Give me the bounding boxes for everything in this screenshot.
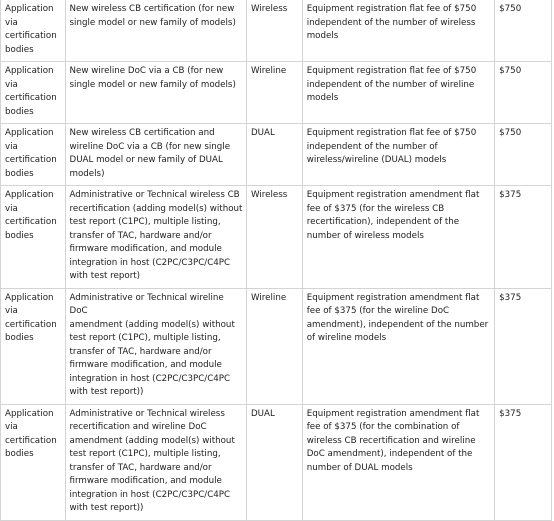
table-row [1, 404, 552, 520]
equipment-type-cell: Wireline [246, 288, 302, 404]
table-row [1, 186, 552, 289]
application-path-cell: Application via certification bodies [1, 186, 66, 289]
application-path-cell: Application via certification bodies [1, 0, 66, 62]
table-row [1, 288, 552, 404]
fee-description-cell: Equipment registration amendment flat fee of $375 (for the combination of wireless CB recertification and wireline DoC amendment), independent of the number of DUAL models [302, 404, 494, 520]
application-description-cell: Administrative or Technical wireless CB recertification (adding model(s) without test report (C1PC), multiple listing, transfer of TAC, hardware and/or firmware modification, and module integration in host (C2PC/C3PC/C4PC with test report) [65, 186, 246, 289]
application-description-cell: New wireless CB certification (for new single model or new family of models) [65, 0, 246, 62]
fee-amount-cell: $750 [495, 62, 552, 124]
application-description-cell: Administrative or Technical wireless recertification and wireline DoC amendment (adding model(s) without test report (C1PC), multiple listing, transfer of TAC, hardware and/or firmware modification, and module integration in host (C2PC/C3PC/C4PC with test report)) [65, 404, 246, 520]
fee-amount-cell: $750 [495, 124, 552, 186]
application-path-cell: Application via certification bodies [1, 62, 66, 124]
equipment-type-cell: Wireless [246, 0, 302, 62]
fee-description-cell: Equipment registration amendment flat fee of $375 (for the wireline DoC amendment), independent of the number of wireline models [302, 288, 494, 404]
fee-description-cell: Equipment registration flat fee of $750 independent of the number of wireless/wireline (DUAL) models [302, 124, 494, 186]
equipment-type-cell: Wireline [246, 62, 302, 124]
fee-amount-cell: $750 [495, 0, 552, 62]
application-path-cell: Application via certification bodies [1, 404, 66, 520]
application-path-cell: Application via certification bodies [1, 288, 66, 404]
fee-description-cell: Equipment registration flat fee of $750 independent of the number of wireless models [302, 0, 494, 62]
fee-amount-cell: $375 [495, 186, 552, 289]
fee-description-cell: Equipment registration flat fee of $750 independent of the number of wireline models [302, 62, 494, 124]
fee-amount-cell: $375 [495, 404, 552, 520]
table-row [1, 124, 552, 186]
table-row [1, 0, 552, 62]
application-description-cell: New wireline DoC via a CB (for new single model or new family of models) [65, 62, 246, 124]
table-row [1, 62, 552, 124]
application-path-cell: Application via certification bodies [1, 124, 66, 186]
application-description-cell: New wireless CB certification and wireline DoC via a CB (for new single DUAL model or new family of DUAL models) [65, 124, 246, 186]
equipment-type-cell: DUAL [246, 124, 302, 186]
fee-amount-cell: $375 [495, 288, 552, 404]
equipment-type-cell: DUAL [246, 404, 302, 520]
equipment-type-cell: Wireless [246, 186, 302, 289]
fee-description-cell: Equipment registration amendment flat fee of $375 (for the wireless CB recertification), independent of the number of wireless models [302, 186, 494, 289]
application-description-cell: Administrative or Technical wireline DoC amendment (adding model(s) without test report (C1PC), multiple listing, transfer of TAC, hardware and/or firmware modification, and module integration in host (C2PC/C3PC/C4PC with test report)) [65, 288, 246, 404]
